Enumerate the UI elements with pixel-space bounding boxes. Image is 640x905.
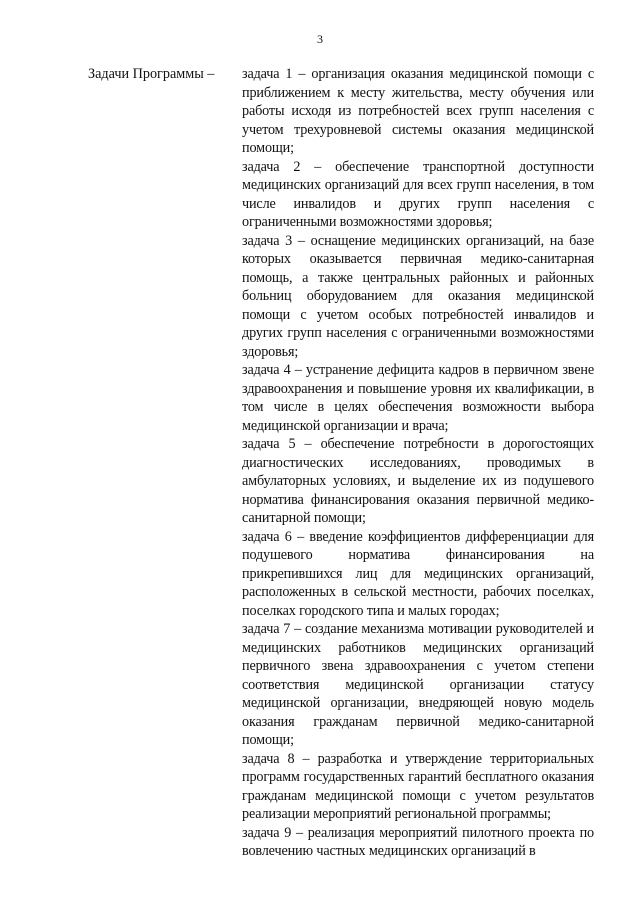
section-label: Задачи Программы – bbox=[88, 66, 215, 82]
task-item: задача 5 – обеспечение потребности в дорогостоящих диагностических исследованиях, проводимых в амбулаторных условиях, и выделение их из подушевого норматива финансирования оказания первичной медико-санитарной помощи; bbox=[242, 436, 594, 526]
task-item: задача 7 – создание механизма мотивации руководителей и медицинских работников медицинских организаций первичного звена здравоохранения с учетом степени соответствия медицинской организации статусу медицинской организации, внедряющей новую модель оказания гражданам первичной медико-санитарной помощи; bbox=[242, 621, 594, 748]
task-item: задача 1 – организация оказания медицинской помощи с приближением к месту жительства, месту обучения или работы исходя из потребностей всех групп населения с учетом трехуровневой системы оказания медицинской помощи; bbox=[242, 66, 594, 156]
task-item: задача 8 – разработка и утверждение территориальных программ государственных гарантий бесплатного оказания гражданам медицинской помощи с учетом результатов реализации мероприятий региональной программы; bbox=[242, 750, 594, 822]
task-item: задача 4 – устранение дефицита кадров в первичном звене здравоохранения и повышение уровня их квалификации, в том числе в целях обеспечения возможности выбора медицинской организации и врача; bbox=[242, 362, 594, 434]
task-item: задача 3 – оснащение медицинских организаций, на базе которых оказывается первичная медико-санитарная помощь, а также центральных районных и районных больниц оборудованием для оказания медицинской помощи с учетом особых потребностей инвалидов и других групп населения с ограниченными возможностями здоровья; bbox=[242, 232, 594, 360]
task-item: задача 6 – введение коэффициентов дифференциации для подушевого норматива финансирования на прикрепившихся лиц для медицинских организаций, расположенных в сельской местности, рабочих поселках, поселках городского типа и малых городах; bbox=[242, 528, 594, 619]
task-item: задача 9 – реализация мероприятий пилотного проекта по вовлечению частных медицинских организаций в bbox=[242, 824, 594, 859]
page-number: 3 bbox=[317, 32, 323, 46]
task-item: задача 2 – обеспечение транспортной доступности медицинских организаций для всех групп населения, в том числе инвалидов и других групп населения с ограниченными возможностями здоровья; bbox=[242, 158, 594, 230]
task-list bbox=[242, 65, 594, 861]
